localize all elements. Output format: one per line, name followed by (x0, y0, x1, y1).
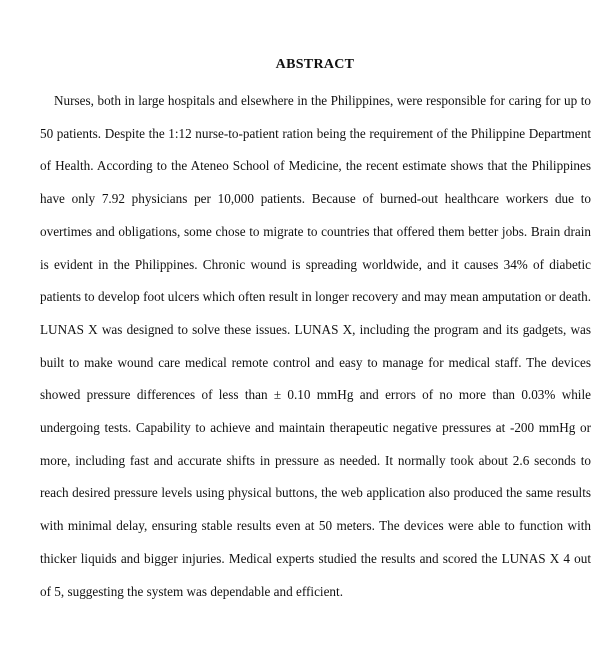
abstract-heading: ABSTRACT (275, 57, 355, 72)
abstract-paragraph: Nurses, both in large hospitals and elsewhere in the Philippines, were responsible for caring for up to 50 patients. Despite the 1:12 nurse-to-patient ration being the requirement of the Philippine Department of Health. According to the Ateneo School of Medicine, the recent estimate shows that the Philippines have only 7.92 physicians per 10,000 patients. Because of burned-out healthcare workers due to overtimes and obligations, some chose to migrate to countries that offered them better jobs. Brain drain is evident in the Philippines. Chronic wound is spreading worldwide, and it causes 34% of diabetic patients to develop foot ulcers which often result in longer recovery and may mean amputation or death. LUNAS X was designed to solve these issues. LUNAS X, including the program and its gadgets, was built to make wound care medical remote control and easy to manage for medical staff. The devices showed pressure differences of less than ± 0.10 mmHg and errors of no more than 0.03% while undergoing tests. Capability to achieve and maintain therapeutic negative pressures at -200 mmHg or more, including fast and accurate shifts in pressure as needed. It normally took about 2.6 seconds to reach desired pressure levels using physical buttons, the web application also produced the same results with minimal delay, ensuring stable results even at 50 meters. The devices were able to function with thicker liquids and bigger injuries. Medical experts studied the results and scored the LUNAS X 4 out of 5, suggesting the system was dependable and efficient. (40, 93, 591, 599)
